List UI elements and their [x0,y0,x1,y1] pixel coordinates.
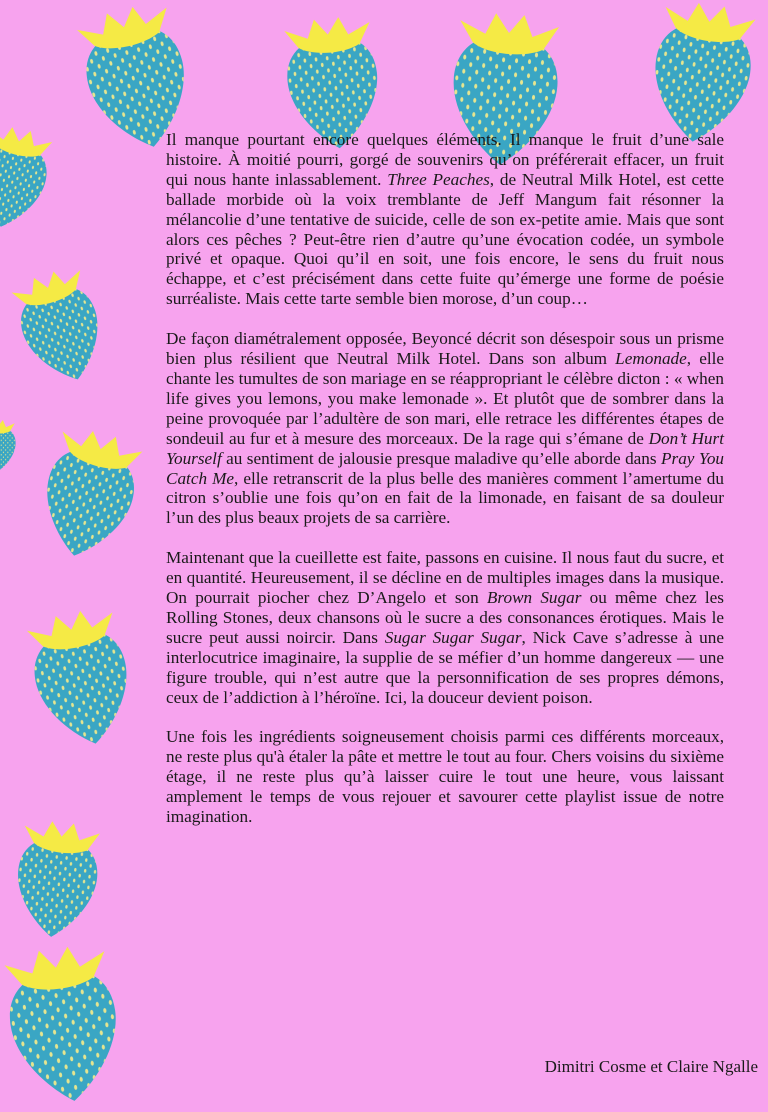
song-title: Sugar Sugar Sugar [384,627,522,647]
song-title: Lemonade [615,349,687,369]
strawberry-icon [0,420,18,472]
song-title: Pray You Catch Me [166,448,725,488]
paragraph-text: Maintenant que la cueillette est faite, passons en cuisine. Il nous faut du sucre, et en quantité. Heureusement, il se décline en de multiples images dans la musique. On pourrait piocher chez D’Angelo et son [166,548,724,608]
author-byline: Dimitri Cosme et Claire Ngalle [544,1057,758,1076]
paragraph-text: ou même chez les Rolling Stones, deux chansons où le sucre a des consonances érotiques. Mais le sucre peut aussi noircir. Dans [166,588,724,647]
strawberry-icon [0,121,60,236]
paragraph-text: De façon diamétralement opposée, Beyoncé décrit son désespoir sous un prisme bien plus résilient que Neutral Milk Hotel. Dans son album [166,329,724,369]
song-title: Three Peaches [387,169,490,189]
paragraph-text: Il manque pourtant encore quelques éléments. Il manque le fruit d’une sale histoire. À moitié pourri, gorgé de souvenirs qu’on préférerait effacer, un fruit qui nous hante inlassablement. [166,130,724,189]
strawberry-icon [639,0,765,151]
paragraph-text: , de Neutral Milk Hotel, est cette ballade morbide où la voix tremblante de Jeff Mangum fait résonner la mélancolie d’une tentative de suicide, celle de son ex-petite amie. Mais que sont alors ces pêches ? Peut-être rien d’autre qu’une évocation codée, un symbole privé et opaque. Quoi qu’il en soit, une fois encore, le sens du fruit nous échappe, et c’est précisément dans cette fuite qu’émerge une forme de poésie surréaliste. Mais cette tarte semble bien morose, d’un coup… [166,169,724,309]
article-body [166,130,724,847]
paragraph-text: Une fois les ingrédients soigneusement choisis parmi ces différents morceaux, ne reste plus qu'à étaler la pâte et mettre le tout au four. Chers voisins du sixième étage, il ne reste plus qu’à laisser cuire le tout une heure, vous laissant amplement le temps de vous rejouer et savourer cette playlist issue de notre imagination. [166,727,724,827]
paragraph-text: , Nick Cave s’adresse à une interlocutrice imaginaire, la supplie de se méfier d’un homme dangereux — une figure trouble, qui n’est autre que la personnification de ses propres démons, ceux de l’addiction à l’héroïne. Ici, la douceur devient poison. [166,627,724,707]
strawberry-icon [0,940,134,1111]
paragraph-text: au sentiment de jalousie presque maladive qu’elle aborde dans [221,448,662,468]
strawberry-icon [6,818,108,944]
strawberry-icon [3,261,119,394]
article-paragraph [166,329,724,528]
paragraph-text: , elle chante les tumultes de son mariage en se réappropriant le célèbre dicton : « when life gives you lemons, you make lemonade ». Et plutôt que de sombrer dans la peine provoquée par l’adultère de son mari, elle retrace les différentes étapes de sondeuil au fur et à mesure des morceaux. De la rage qui s’émane de [166,349,724,448]
article-paragraph [166,727,724,827]
strawberry-icon [26,422,152,569]
song-title: Brown Sugar [486,588,582,608]
strawberry-icon [17,603,147,757]
article-paragraph [166,548,724,707]
song-title: Don’t Hurt Yourself [166,428,724,468]
paragraph-text: , elle retranscrit de la plus belle des manières comment l’amertume du citron s’oublie une fois qu’on en fait de la limonade, en faisant de sa douleur l’un des plus beaux projets de sa carrière. [166,468,724,528]
article-paragraph [166,130,724,309]
